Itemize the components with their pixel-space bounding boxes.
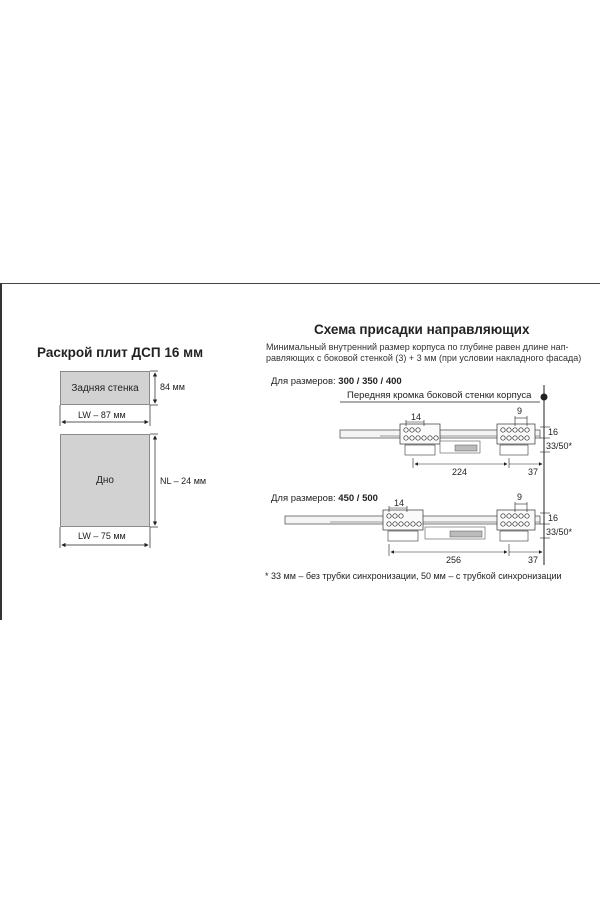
diagram2-dim-9: 9 (517, 492, 523, 502)
cutting-title: Раскрой плит ДСП 16 мм (37, 345, 204, 360)
front-edge-label: Передняя кромка боковой стенки корпуса (347, 390, 532, 401)
drilling-title: Схема присадки направляющих (314, 322, 530, 337)
back-wall-height-dim: 84 мм (160, 382, 185, 392)
runner-diagram-1 (340, 416, 550, 468)
diagram1-dim-224: 224 (452, 467, 468, 477)
description-line-2: равляющих с боковой стенкой (3) + 3 мм (при условии накладного фасада) (266, 353, 582, 363)
diagram2-dim-37: 37 (528, 555, 539, 565)
bottom-label: Дно (96, 475, 114, 486)
diagram2-dim-16: 16 (548, 513, 559, 523)
back-wall-dimensions (60, 371, 158, 426)
diagram1-sizes-values: 300 / 350 / 400 (338, 376, 402, 387)
diagram2-dim-14: 14 (394, 498, 405, 508)
runner-diagram-2 (285, 502, 550, 556)
diagram1-dim-37: 37 (528, 467, 539, 477)
diagram2-sizes-values: 450 / 500 (338, 493, 378, 504)
bottom-dimensions (60, 434, 158, 548)
bottom-width-dim: LW – 75 мм (78, 531, 126, 541)
back-wall-label: Задняя стенка (71, 382, 139, 394)
diagram2-dim-256: 256 (446, 555, 462, 565)
description-line-1: Минимальный внутренний размер корпуса по глубине равен длине нап- (266, 342, 569, 352)
diagram1-dim-9: 9 (517, 406, 523, 416)
bottom-height-dim: NL – 24 мм (160, 476, 207, 486)
diagram1-dim-14: 14 (411, 412, 422, 422)
diagram1-dim-16: 16 (548, 427, 559, 437)
diagram1-dim-33-50: 33/50* (546, 441, 573, 451)
diagram2-sizes-prefix: Для размеров: (271, 493, 336, 504)
diagram2-dim-33-50: 33/50* (546, 527, 573, 537)
footnote: * 33 мм – без трубки синхронизации, 50 мм – с трубкой синхронизации (265, 571, 562, 581)
diagram1-sizes-prefix: Для размеров: (271, 376, 336, 387)
back-wall-width-dim: LW – 87 мм (78, 410, 126, 420)
